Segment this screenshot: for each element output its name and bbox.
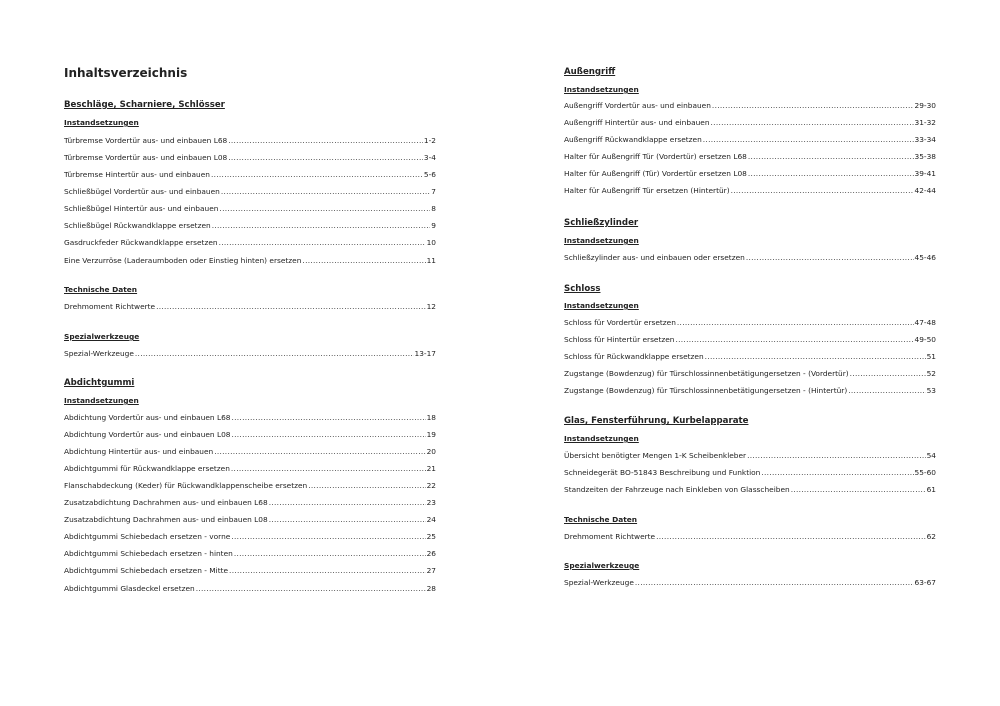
toc-entry-title: Türbremse Hintertür aus- und einbauen: [64, 170, 210, 179]
dot-leader: [656, 532, 925, 541]
toc-entry-title: Außengriff Rückwandklappe ersetzen: [564, 135, 702, 144]
dot-leader: [746, 253, 914, 262]
toc-entry: [64, 238, 436, 247]
toc-entry-page: 27: [426, 566, 436, 575]
toc-entry: [64, 302, 436, 311]
toc-entry-page: 19: [426, 430, 436, 439]
dot-leader: [196, 584, 426, 593]
dot-leader: [850, 369, 926, 378]
toc-entry: [64, 532, 436, 541]
section-heading: Glas, Fensterführung, Kurbelapparate: [564, 416, 749, 426]
dot-leader: [747, 451, 926, 460]
dot-leader: [302, 256, 425, 265]
toc-entry: [564, 369, 936, 378]
toc-entry-title: Schneidegerät BO-51843 Beschreibung und Funktion: [564, 468, 761, 477]
toc-entry: [564, 386, 936, 395]
toc-entry-page: 24: [426, 515, 436, 524]
toc-entry-title: Zusatzabdichtung Dachrahmen aus- und einbauen L68: [64, 498, 268, 507]
toc-entry-page: 33-34: [914, 135, 936, 144]
dot-leader: [212, 221, 431, 230]
toc-entry-page: 7: [431, 187, 436, 196]
toc-entry-page: 9: [431, 221, 436, 230]
dot-leader: [231, 430, 425, 439]
toc-entry-page: 51: [926, 352, 936, 361]
toc-entry-page: 23: [426, 498, 436, 507]
toc-entry-title: Eine Verzurröse (Laderaumboden oder Einstieg hinten) ersetzen: [64, 256, 302, 265]
toc-entry-title: Abdichtung Vordertür aus- und einbauen L68: [64, 413, 231, 422]
dot-leader: [234, 549, 426, 558]
toc-entry-page: 61: [926, 485, 936, 494]
toc-entry: [64, 170, 436, 179]
toc-entry: [564, 451, 936, 460]
toc-entry-title: Schloss für Vordertür ersetzen: [564, 318, 676, 327]
dot-leader: [229, 566, 426, 575]
toc-entry: [564, 186, 936, 195]
toc-entry: [564, 318, 936, 327]
toc-entry: [564, 485, 936, 494]
toc-entry: [64, 187, 436, 196]
toc-entry-title: Abdichtung Vordertür aus- und einbauen L08: [64, 430, 231, 439]
toc-entry-title: Drehmoment Richtwerte: [64, 302, 156, 311]
toc-entry: [64, 549, 436, 558]
toc-entry: [564, 352, 936, 361]
toc-entry: [64, 256, 436, 265]
toc-entry-title: Türbremse Vordertür aus- und einbauen L08: [64, 153, 228, 162]
subsection-heading: Instandsetzungen: [564, 434, 639, 443]
dot-leader: [221, 187, 430, 196]
toc-entry-title: Spezial-Werkzeuge: [564, 578, 634, 587]
dot-leader: [761, 468, 913, 477]
toc-entry-page: 47-48: [914, 318, 936, 327]
toc-entry-page: 45-46: [914, 253, 936, 262]
dot-leader: [211, 170, 423, 179]
dot-leader: [635, 578, 914, 587]
toc-entry: [64, 498, 436, 507]
toc-entry-title: Schließbügel Rückwandklappe ersetzen: [64, 221, 211, 230]
section-heading: Schloss: [564, 284, 601, 294]
toc-entry: [64, 413, 436, 422]
toc-entry-title: Flanschabdeckung (Keder) für Rückwandklappenscheibe ersetzen: [64, 481, 308, 490]
toc-entry: [564, 101, 936, 110]
toc-entry-page: 62: [926, 532, 936, 541]
toc-entry-page: 22: [426, 481, 436, 490]
toc-entry: [564, 468, 936, 477]
subsection-heading: Instandsetzungen: [564, 236, 639, 245]
toc-entry: [564, 169, 936, 178]
subsection-heading: Instandsetzungen: [564, 85, 639, 94]
toc-entry-title: Türbremse Vordertür aus- und einbauen L68: [64, 136, 228, 145]
toc-entry-title: Abdichtgummi Glasdeckel ersetzen: [64, 584, 195, 593]
dot-leader: [135, 349, 414, 358]
dot-leader: [848, 386, 925, 395]
toc-entry-page: 42-44: [914, 186, 936, 195]
toc-entry-title: Zusatzabdichtung Dachrahmen aus- und einbauen L08: [64, 515, 268, 524]
dot-leader: [269, 498, 426, 507]
dot-leader: [219, 204, 430, 213]
dot-leader: [675, 335, 913, 344]
toc-entry: [64, 447, 436, 456]
toc-entry: [64, 464, 436, 473]
section-heading: Außengriff: [564, 67, 616, 77]
toc-entry-title: Übersicht benötigter Mengen 1-K Scheibenkleber: [564, 451, 747, 460]
toc-entry: [64, 221, 436, 230]
section-heading: Schließzylinder: [564, 218, 639, 228]
toc-entry-page: 29-30: [914, 101, 936, 110]
toc-entry-page: 3-4: [423, 153, 436, 162]
toc-entry: [564, 578, 936, 587]
dot-leader: [791, 485, 926, 494]
dot-leader: [308, 481, 425, 490]
toc-entry-title: Schloss für Hintertür ersetzen: [564, 335, 675, 344]
dot-leader: [677, 318, 914, 327]
dot-leader: [748, 152, 914, 161]
dot-leader: [231, 464, 426, 473]
dot-leader: [731, 186, 914, 195]
subsection-heading: Instandsetzungen: [64, 118, 139, 127]
toc-entry-title: Abdichtung Hintertür aus- und einbauen: [64, 447, 214, 456]
toc-entry-page: 26: [426, 549, 436, 558]
toc-entry-page: 20: [426, 447, 436, 456]
dot-leader: [711, 118, 914, 127]
toc-entry-page: 63-67: [914, 578, 936, 587]
toc-entry: [64, 566, 436, 575]
toc-entry-page: 28: [426, 584, 436, 593]
toc-entry-page: 12: [426, 302, 436, 311]
toc-entry-title: Schließbügel Vordertür aus- und einbauen: [64, 187, 220, 196]
toc-entry: [64, 153, 436, 162]
toc-entry: [564, 152, 936, 161]
toc-entry-title: Außengriff Vordertür aus- und einbauen: [564, 101, 711, 110]
dot-leader: [228, 153, 423, 162]
dot-leader: [228, 136, 423, 145]
section-heading: Abdichtgummi: [64, 378, 135, 388]
toc-entry-title: Zugstange (Bowdenzug) für Türschlossinnenbetätigungersetzen - (Hintertür): [564, 386, 848, 395]
toc-entry-title: Zugstange (Bowdenzug) für Türschlossinnenbetätigungersetzen - (Vordertür): [564, 369, 849, 378]
toc-entry-title: Standzeiten der Fahrzeuge nach Einkleben von Glasscheiben: [564, 485, 790, 494]
dot-leader: [269, 515, 426, 524]
toc-entry-page: 31-32: [914, 118, 936, 127]
dot-leader: [712, 101, 914, 110]
dot-leader: [231, 532, 425, 541]
section-heading: Beschläge, Scharniere, Schlösser: [64, 100, 225, 110]
toc-entry: [564, 253, 936, 262]
toc-entry: [64, 481, 436, 490]
page-title: Inhaltsverzeichnis: [64, 66, 188, 80]
toc-entry-page: 18: [426, 413, 436, 422]
toc-entry-page: 52: [926, 369, 936, 378]
toc-entry-page: 54: [926, 451, 936, 460]
toc-entry-title: Außengriff Hintertür aus- und einbauen: [564, 118, 710, 127]
subsection-heading: Instandsetzungen: [64, 396, 139, 405]
toc-entry-page: 10: [426, 238, 436, 247]
dot-leader: [219, 238, 426, 247]
toc-entry-title: Abdichtgummi Schiebedach ersetzen - Mitte: [64, 566, 229, 575]
toc-entry-title: Schließzylinder aus- und einbauen oder ersetzen: [564, 253, 745, 262]
toc-entry: [564, 118, 936, 127]
toc-entry-title: Drehmoment Richtwerte: [564, 532, 656, 541]
dot-leader: [156, 302, 425, 311]
subsection-heading: Spezialwerkzeuge: [564, 561, 640, 570]
toc-entry: [564, 135, 936, 144]
subsection-heading: Instandsetzungen: [564, 301, 639, 310]
toc-entry-page: 8: [431, 204, 436, 213]
toc-entry-page: 55-60: [914, 468, 936, 477]
subsection-heading: Technische Daten: [564, 515, 638, 524]
dot-leader: [748, 169, 914, 178]
toc-entry-title: Spezial-Werkzeuge: [64, 349, 134, 358]
toc-entry-title: Halter für Außengriff (Tür) Vordertür ersetzen L08: [564, 169, 747, 178]
toc-entry: [64, 515, 436, 524]
toc-entry-page: 5-6: [423, 170, 436, 179]
subsection-heading: Technische Daten: [64, 285, 138, 294]
subsection-heading: Spezialwerkzeuge: [64, 332, 140, 341]
dot-leader: [214, 447, 425, 456]
dot-leader: [231, 413, 425, 422]
toc-entry: [64, 349, 436, 358]
toc-entry-page: 49-50: [914, 335, 936, 344]
toc-entry-title: Schloss für Rückwandklappe ersetzen: [564, 352, 704, 361]
toc-entry-title: Abdichtgummi Schiebedach ersetzen - hinten: [64, 549, 233, 558]
toc-entry-title: Abdichtgummi Schiebedach ersetzen - vorne: [64, 532, 231, 541]
toc-entry-page: 1-2: [423, 136, 436, 145]
toc-entry: [64, 430, 436, 439]
toc-entry: [564, 532, 936, 541]
toc-entry-page: 25: [426, 532, 436, 541]
toc-entry-title: Halter für Außengriff Tür ersetzen (Hintertür): [564, 186, 730, 195]
toc-entry-page: 21: [426, 464, 436, 473]
toc-entry-title: Gasdruckfeder Rückwandklappe ersetzen: [64, 238, 218, 247]
toc-entry-title: Abdichtgummi für Rückwandklappe ersetzen: [64, 464, 230, 473]
dot-leader: [703, 135, 914, 144]
toc-entry-title: Halter für Außengriff Tür (Vordertür) ersetzen L68: [564, 152, 747, 161]
toc-entry-page: 53: [926, 386, 936, 395]
dot-leader: [705, 352, 926, 361]
toc-entry-page: 39-41: [914, 169, 936, 178]
toc-entry-page: 35-38: [914, 152, 936, 161]
toc-entry-page: 13-17: [414, 349, 436, 358]
toc-entry-page: 11: [426, 256, 436, 265]
toc-entry: [564, 335, 936, 344]
toc-entry-title: Schließbügel Hintertür aus- und einbauen: [64, 204, 219, 213]
toc-entry: [64, 204, 436, 213]
toc-entry: [64, 136, 436, 145]
toc-entry: [64, 584, 436, 593]
